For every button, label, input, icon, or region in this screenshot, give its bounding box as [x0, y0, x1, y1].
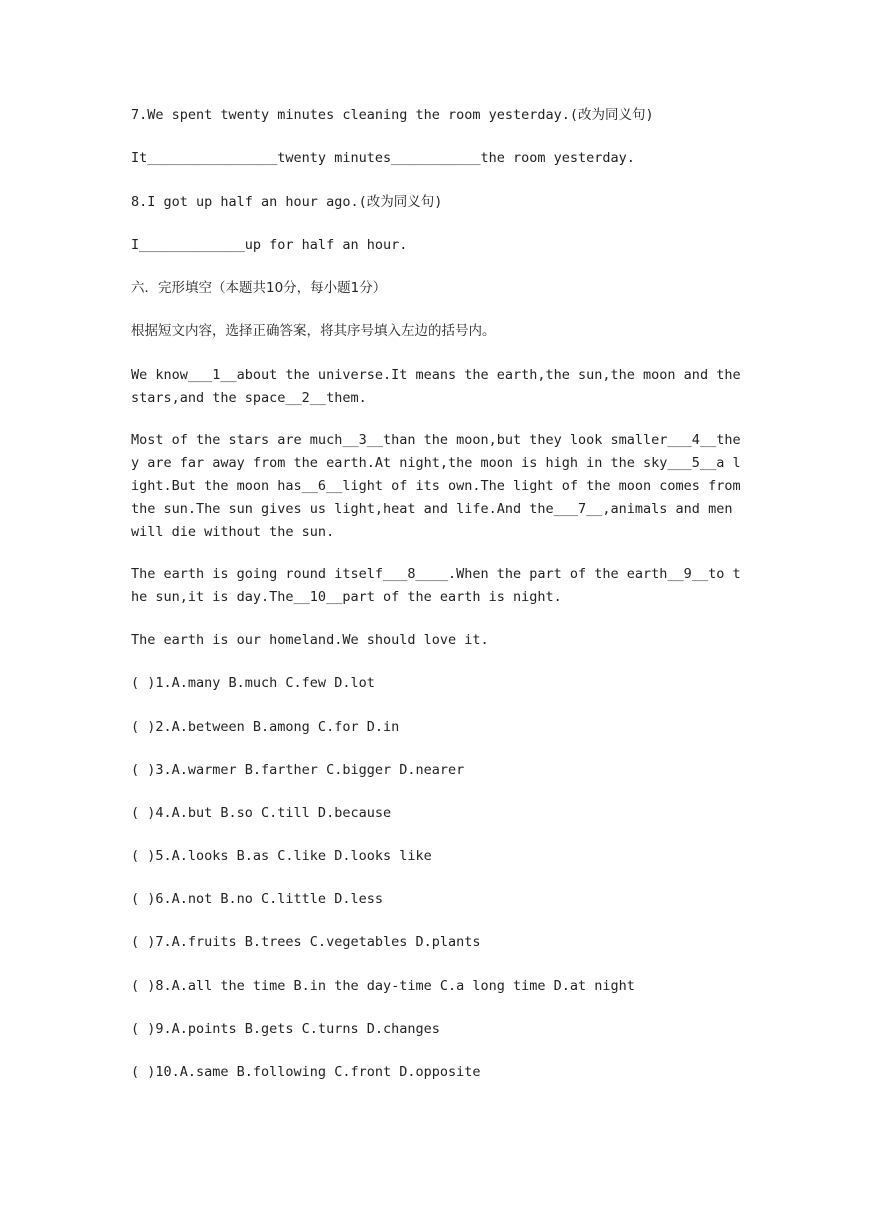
option-line: ( )10.A.same B.following C.front D.opposite [131, 1064, 481, 1080]
option-line: ( )6.A.not B.no C.little D.less [131, 891, 383, 907]
section-title: 六．完形填空（本题共10分，每小题1分） [131, 280, 387, 296]
question-8-answer-line: I_____________up for half an hour. [131, 237, 408, 253]
passage-paragraph-4: The earth is our homeland.We should love it. [131, 632, 489, 648]
question-7: 7.We spent twenty minutes cleaning the room yesterday.(改为同义句) [131, 107, 654, 123]
option-line: ( )5.A.looks B.as C.like D.looks like [131, 848, 432, 864]
question-7-answer-line: It________________twenty minutes___________the room yesterday. [131, 150, 635, 166]
option-line: ( )8.A.all the time B.in the day-time C.a long time D.at night [131, 978, 635, 994]
option-line: ( )3.A.warmer B.farther C.bigger D.nearer [131, 762, 465, 778]
section-instructions: 根据短文内容，选择正确答案，将其序号填入左边的括号内。 [131, 323, 496, 339]
option-line: ( )7.A.fruits B.trees C.vegetables D.plants [131, 934, 481, 950]
passage-paragraph-2: Most of the stars are much__3__than the moon,but they look smaller___4__they are far away from the earth.At night,the moon is high in the sky___5__a light.But the moon has__6__light of its own.The light of the moon comes from the sun.The sun gives us light,heat and life.And the___7__,animals and men will die without the sun. [131, 432, 749, 540]
option-line: ( )2.A.between B.among C.for D.in [131, 719, 400, 735]
passage-paragraph-1: We know___1__about the universe.It means the earth,the sun,the moon and the stars,and the space__2__them. [131, 367, 749, 406]
question-8: 8.I got up half an hour ago.(改为同义句) [131, 194, 443, 210]
option-line: ( )9.A.points B.gets C.turns D.changes [131, 1021, 440, 1037]
option-line: ( )4.A.but B.so C.till D.because [131, 805, 392, 821]
option-line: ( )1.A.many B.much C.few D.lot [131, 675, 375, 691]
passage-paragraph-3: The earth is going round itself___8____.When the part of the earth__9__to the sun,it is day.The__10__part of the earth is night. [131, 566, 741, 605]
